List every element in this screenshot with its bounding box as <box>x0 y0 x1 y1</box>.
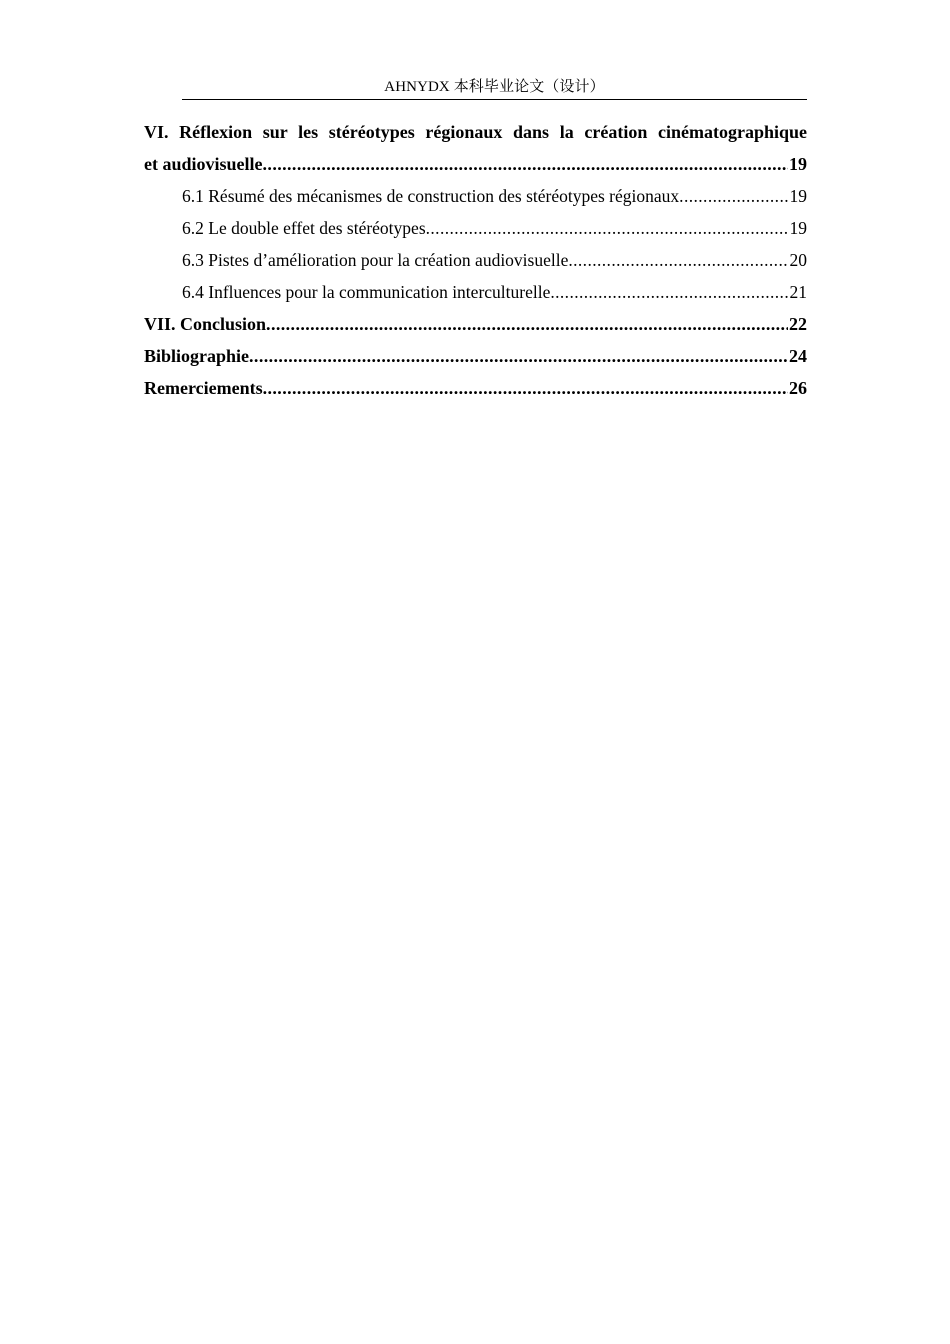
toc-entry-label: Remerciements <box>144 378 263 398</box>
toc-entry-6-3[interactable] <box>144 244 807 276</box>
toc-page-number: 19 <box>789 154 807 174</box>
toc-page-number: 19 <box>789 186 807 206</box>
table-of-contents <box>144 116 807 404</box>
toc-page-number: 20 <box>789 250 807 270</box>
toc-entry-label: VII. Conclusion <box>144 314 267 334</box>
leader-dots <box>263 148 788 180</box>
toc-entry-6-1[interactable] <box>144 180 807 212</box>
toc-entry-bibliographie[interactable] <box>144 340 807 372</box>
toc-entry-remerciements[interactable] <box>144 372 807 404</box>
leader-dots <box>266 308 788 340</box>
toc-entry-label: 6.3 Pistes d’amélioration pour la création audiovisuelle <box>182 250 569 270</box>
leader-dots <box>679 180 788 212</box>
toc-entry-vi-line1[interactable] <box>144 116 807 148</box>
toc-entry-6-4[interactable] <box>144 276 807 308</box>
toc-entry-label: VI. Réflexion sur les stéréotypes régionaux dans la création cinématographique <box>144 122 807 142</box>
leader-dots <box>568 244 788 276</box>
toc-entry-label: et audiovisuelle <box>144 154 263 174</box>
toc-entry-label: 6.4 Influences pour la communication interculturelle <box>182 282 551 302</box>
leader-dots <box>426 212 789 244</box>
header-rule <box>182 99 807 100</box>
toc-entry-label: 6.2 Le double effet des stéréotypes <box>182 218 426 238</box>
leader-dots <box>249 340 788 372</box>
toc-entry-vii-conclusion[interactable] <box>144 308 807 340</box>
leader-dots <box>550 276 788 308</box>
toc-entry-label: Bibliographie <box>144 346 250 366</box>
toc-page-number: 24 <box>789 346 807 366</box>
toc-page-number: 21 <box>789 282 807 302</box>
running-header: AHNYDX 本科毕业论文（设计） <box>384 79 605 95</box>
toc-page-number: 26 <box>789 378 807 398</box>
toc-entry-6-2[interactable] <box>144 212 807 244</box>
leader-dots <box>263 372 788 404</box>
toc-entry-vi-line2[interactable] <box>144 148 807 180</box>
toc-entry-label: 6.1 Résumé des mécanismes de construction des stéréotypes régionaux <box>182 186 680 206</box>
toc-page-number: 19 <box>789 218 807 238</box>
toc-page-number: 22 <box>789 314 807 334</box>
